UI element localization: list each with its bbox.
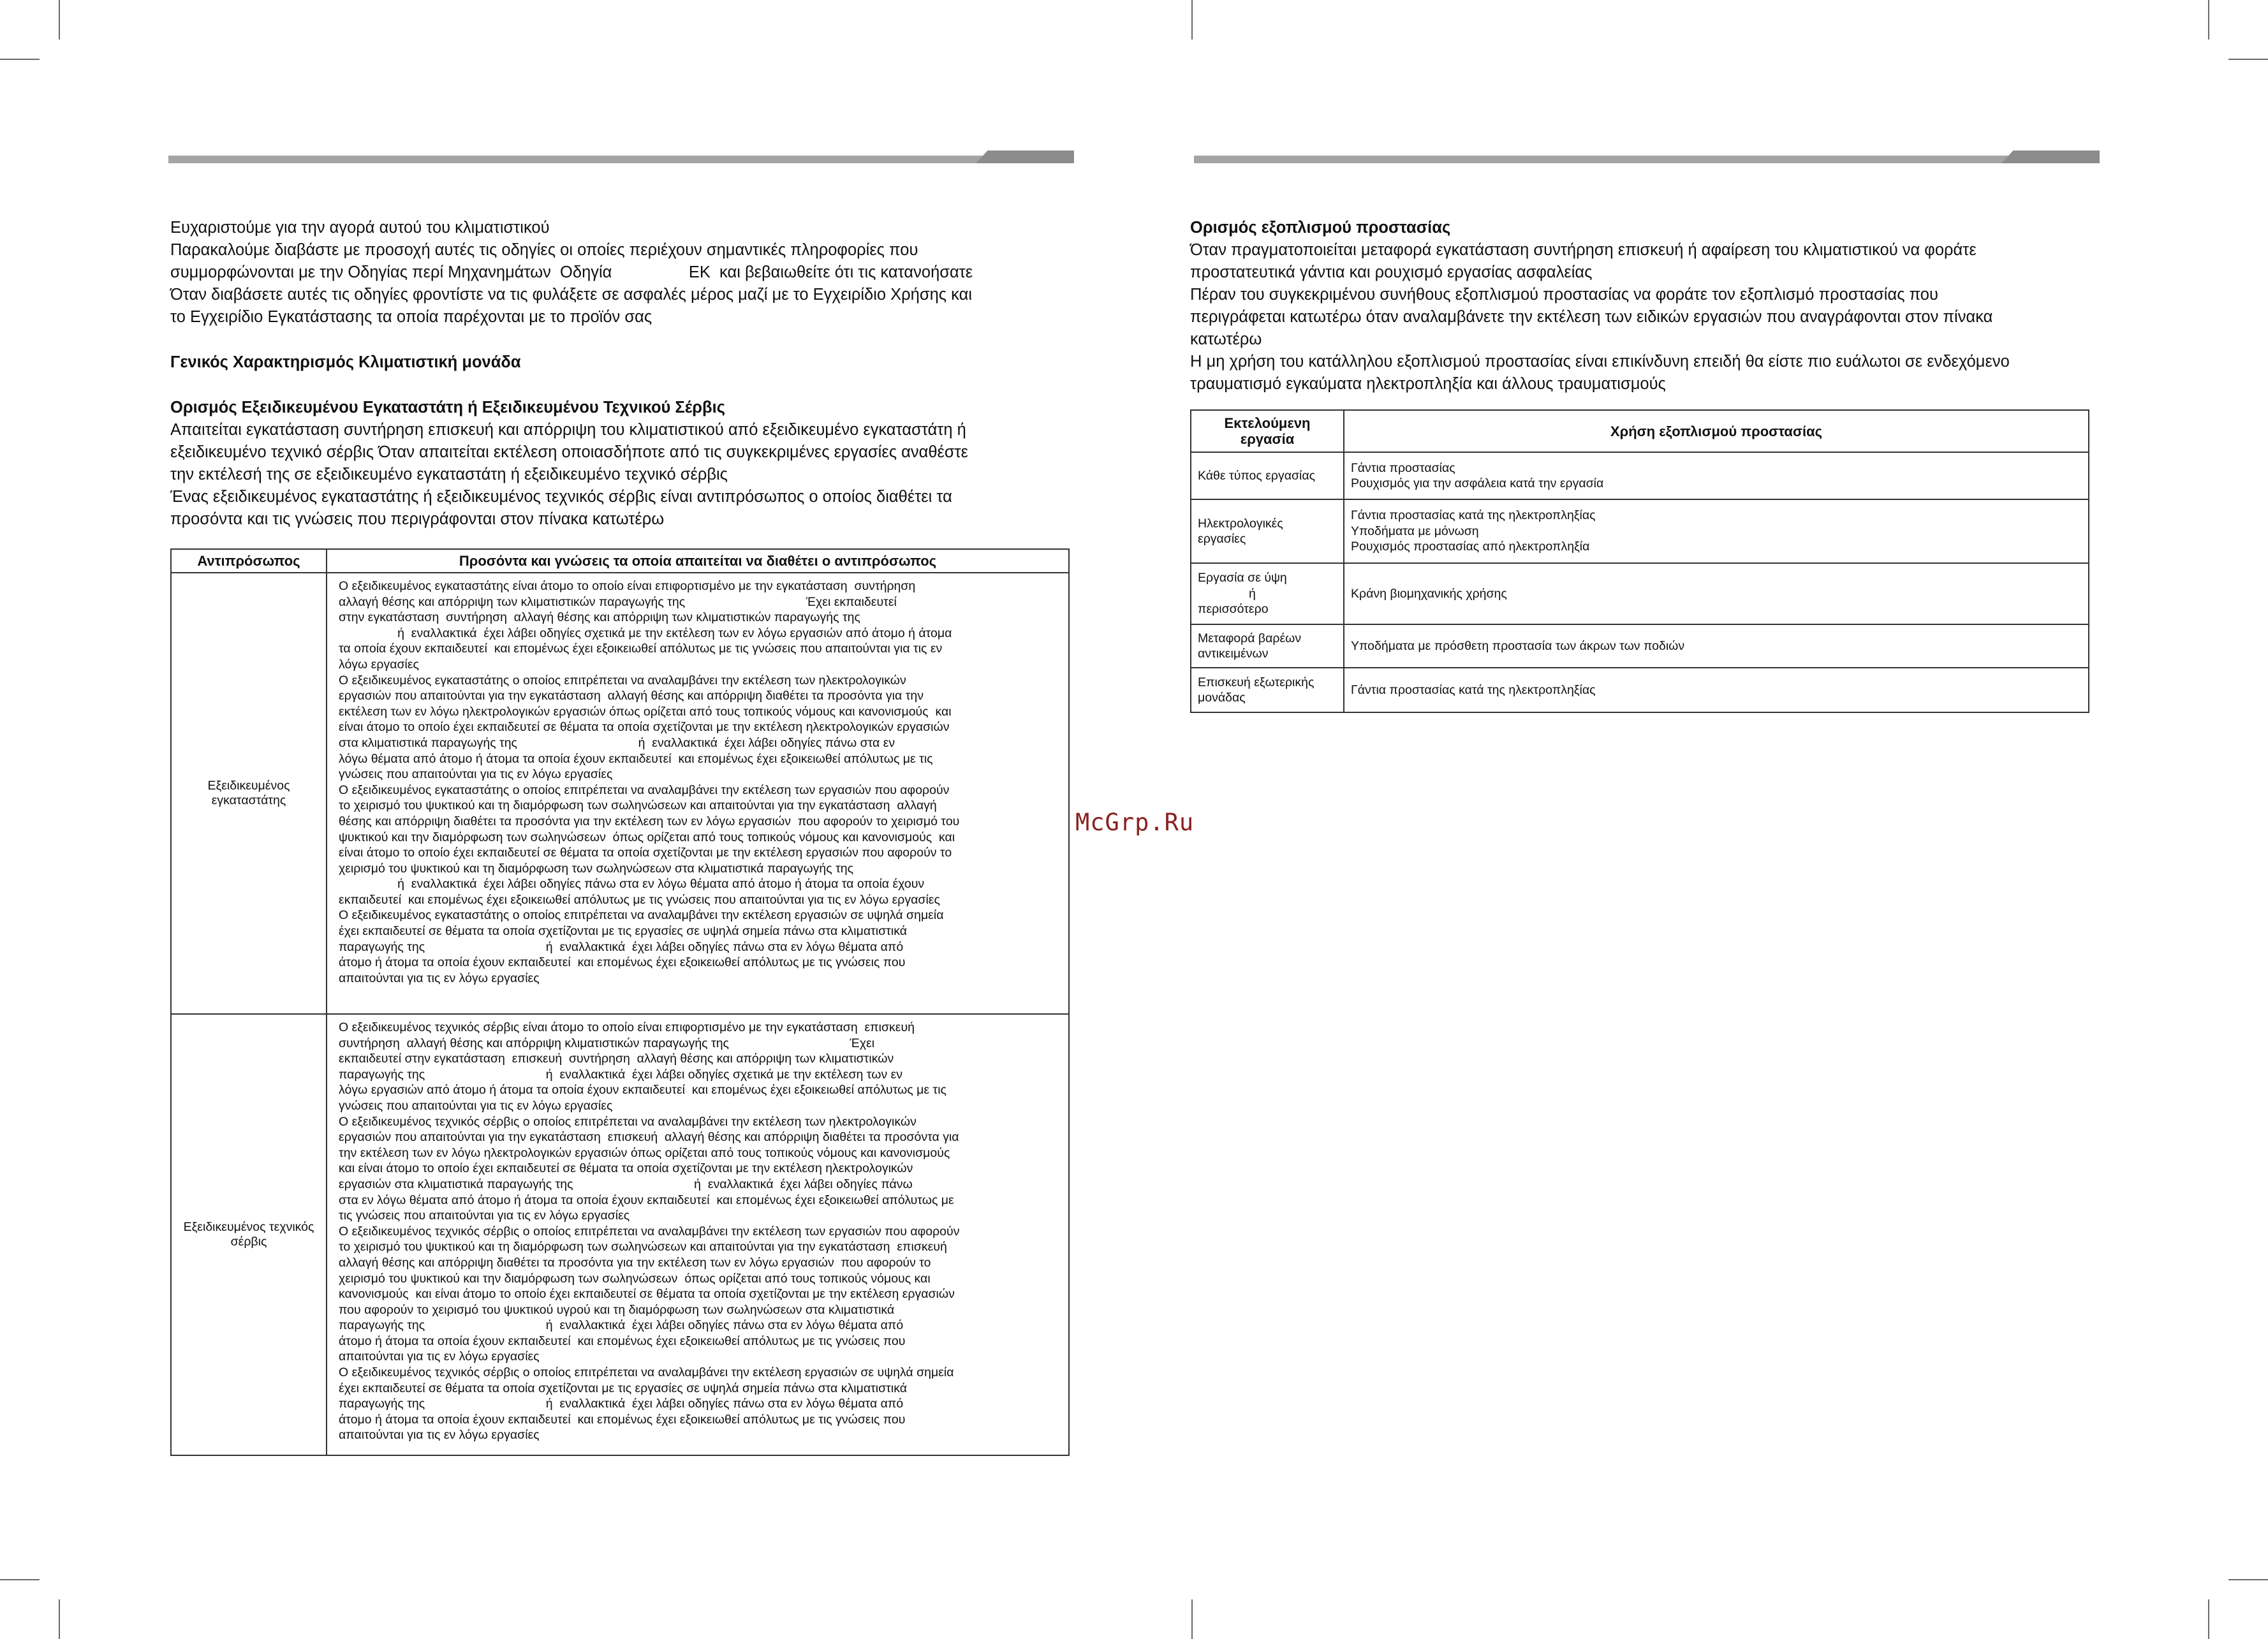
task-line: Επισκευή εξωτερικής [1198,675,1314,689]
description-line: την εκτέλεση των εν λόγω ηλεκτρολογικών εργασιών όπως ορίζεται από τους τοπικούς νόμους και κανονισμούς [339,1145,950,1160]
equipment-cell [1344,668,2089,712]
task-line: μονάδας [1198,691,1246,705]
description-line: εκτέλεση των εν λόγω ηλεκτρολογικών εργασιών όπως ορίζεται από τους τοπικούς νόμους και κανονισμούς και [339,704,952,719]
role-cell [171,1014,327,1455]
description-line: Ο εξειδικευμένος εγκαταστάτης είναι άτομο το οποίο είναι επιφορτισμένο με την εγκατάσταση συντήρηση [339,579,916,593]
description-line: κανονισμούς και είναι άτομο το οποίο έχει εκπαιδευτεί σε θέματα τα οποία σχετίζονται με την εκτέλεση εργασιών [339,1287,955,1302]
description-line: παραγωγής της ή εναλλακτικά έχει λάβει οδηγίες πάνω στα εν λόγω θέματα από [339,939,904,954]
equipment-cell [1344,624,2089,668]
section-heading: Ορισμός εξοπλισμού προστασίας [1190,219,1451,237]
crop-mark [2208,0,2209,40]
text-line: την εκτέλεσή της σε εξειδικευμένο εγκαταστάτη ή εξειδικευμένο τεχνικό σέρβις [170,466,728,483]
description-line: εργασιών που απαιτούνται για την εγκατάσταση επισκευή αλλαγή θέσης και απόρριψη διαθέτει τα προσόντα για [339,1130,959,1145]
crop-mark [0,1579,40,1580]
task-line: Κάθε τύπος εργασίας [1198,468,1316,483]
description-line: Ο εξειδικευμένος εγκαταστάτης ο οποίος επιτρέπεται να αναλαμβάνει την εκτέλεση των ηλεκτρολογικών [339,673,906,687]
description-line: Ο εξειδικευμένος τεχνικός σέρβις είναι άτομο το οποίο είναι επιφορτισμένο με την εγκατάσταση επισκευή [339,1020,915,1034]
text-line: Ένας εξειδικευμένος εγκαταστάτης ή εξειδικευμένος τεχνικός σέρβις είναι αντιπρόσωπος ο οποίος διαθέτει τα [170,488,952,506]
protection-table [1190,409,2089,713]
table-row [171,573,1069,1014]
crop-mark [2228,1579,2268,1580]
equipment-line: Γάντια προστασίας κατά της ηλεκτροπληξίας [1351,682,1596,697]
description-line: Ο εξειδικευμένος τεχνικός σέρβις ο οποίος επιτρέπεται να αναλαμβάνει την εκτέλεση των εργασιών που αφορούν [339,1224,960,1238]
description-line: ή εναλλακτικά έχει λάβει οδηγίες πάνω στα εν λόγω θέματα από άτομο ή άτομα τα οποία έχουν [339,877,925,892]
task-line: Μεταφορά βαρέων [1198,631,1302,645]
text-line: συμμορφώνονται με την Οδηγίας περί Μηχανημάτων Οδηγία ΕΚ και βεβαιωθείτε ότι τις κατανοήσατε [170,263,973,281]
text-line: Παρακαλούμε διαβάστε με προσοχή αυτές τις οδηγίες οι οποίες περιέχουν σημαντικές πληροφορίες που [170,241,918,259]
task-line: αντικειμένων [1198,647,1269,661]
task-line: Ηλεκτρολογικές [1198,516,1283,531]
description-line: χειρισμό του ψυκτικού και την διαμόρφωση των σωληνώσεων όπως ορίζεται από τους τοπικούς νόμους και [339,1271,931,1286]
description-line: τα οποία έχουν εκπαιδευτεί και επομένως έχει εξοικειωθεί απόλυτως με τις γνώσεις που απαιτούνται για τις εν [339,642,943,656]
description-line: είναι άτομο το οποίο έχει εκπαιδευτεί σε θέματα τα οποία σχετίζονται με την εκτέλεση εργασιών που αφορούν το [339,846,952,860]
table-row [171,1014,1069,1455]
description-line: εκπαιδευτεί στην εγκατάσταση επισκευή συντήρηση αλλαγή θέσης και απόρριψη των κλιματιστικών [339,1052,894,1066]
table-row [1191,499,2089,563]
description-line: το χειρισμό του ψυκτικού και τη διαμόρφωση των σωληνώσεων και απαιτούνται για την εγκατάσταση αλλαγή [339,798,937,813]
description-line: Ο εξειδικευμένος εγκαταστάτης ο οποίος επιτρέπεται να αναλαμβάνει την εκτέλεση των εργασιών που αφορούν [339,783,950,797]
description-line: Ο εξειδικευμένος τεχνικός σέρβις ο οποίος επιτρέπεται να αναλαμβάνει την εκτέλεση εργασιών σε υψηλά σημεία [339,1365,954,1380]
description-line: γνώσεις που απαιτούνται για τις εν λόγω εργασίες [339,1098,613,1113]
table-header-cell [1191,410,1344,452]
equipment-cell [1344,452,2089,499]
watermark: McGrp.Ru [1075,809,1195,836]
task-line: εργασίες [1198,532,1246,546]
description-line: έχει εκπαιδευτεί σε θέματα τα οποία σχετίζονται με τις εργασίες σε υψηλά σημεία πάνω στα κλιματιστικά [339,1381,907,1395]
description-line: είναι άτομο το οποίο έχει εκπαιδευτεί σε θέματα τα οποία σχετίζονται με την εκτέλεση ηλεκτρολογικών εργασιών [339,720,950,735]
equipment-line: Ρουχισμός προστασίας από ηλεκτροπληξία [1351,540,1590,554]
section-heading: Γενικός Χαρακτηρισμός Κλιματιστική μονάδα [170,353,521,371]
table-row [1191,624,2089,668]
equipment-line: Υποδήματα με πρόσθετη προστασία των άκρων των ποδιών [1351,638,1685,653]
text-line: Πέραν του συγκεκριμένου συνήθους εξοπλισμού προστασίας να φοράτε τον εξοπλισμό προστασίας που [1190,286,1938,304]
right-page [1190,217,2089,395]
left-header-bar [168,156,1074,163]
task-line: περισσότερο [1198,602,1269,617]
table-header-cell: Προσόντα και γνώσεις τα οποία απαιτείται να διαθέτει ο αντιπρόσωπος [327,549,1069,573]
equipment-line: Γάντια προστασίας [1351,460,1455,475]
role-cell [171,573,327,1014]
equipment-line: Υποδήματα με μόνωση [1351,524,1479,538]
protection-paragraph [1190,239,2089,395]
description-line: εργασιών που απαιτούνται για την εγκατάσταση αλλαγή θέσης και απόρριψη διαθέτει τα προσόντα για την [339,689,924,703]
description-line: έχει εκπαιδευτεί σε θέματα τα οποία σχετίζονται με τις εργασίες σε υψηλά σημεία πάνω στα κλιματιστικά [339,924,907,939]
description-line: άτομο ή άτομα τα οποία έχουν εκπαιδευτεί και επομένως έχει εξοικειωθεί απόλυτως με τις γνώσεις που [339,1334,906,1348]
task-cell [1191,499,1344,563]
description-cell [327,1014,1069,1455]
crop-mark [0,59,40,60]
table-row [1191,563,2089,624]
intro-paragraph [170,217,1070,328]
qualification-table [170,548,1070,1456]
text-line: εξειδικευμένο τεχνικό σέρβις Όταν απαιτείται εκτέλεση οποιασδήποτε από τις συγκεκριμένες εργασίες αναθέστε [170,443,969,461]
table-header-row [171,549,1069,573]
task-line: ή [1249,586,1256,601]
description-line: παραγωγής της ή εναλλακτικά έχει λάβει οδηγίες σχετικά με την εκτέλεση των εν [339,1067,903,1082]
header-line: Εκτελούμενη [1224,415,1311,431]
left-page [170,217,1070,531]
description-line: άτομο ή άτομα τα οποία έχουν εκπαιδευτεί και επομένως έχει εξοικειωθεί απόλυτως με τις γνώσεις που [339,955,906,970]
text-line: τραυματισμό εγκαύματα ηλεκτροπληξία και άλλους τραυματισμούς [1190,375,1666,393]
right-header-bar-accent [2001,151,2100,163]
description-line: στα εν λόγω θέματα από άτομο ή άτομα τα οποία έχουν εκπαιδευτεί και επομένως έχει εξοικειωθεί απόλυτως με [339,1193,954,1207]
description-line: τις γνώσεις που απαιτούνται για τις εν λόγω εργασίες [339,1209,630,1223]
text-line: Απαιτείται εγκατάσταση συντήρηση επισκευή και απόρριψη του κλιματιστικού από εξειδικευμένο εγκαταστάτη ή [170,421,966,439]
description-line: συντήρηση αλλαγή θέσης και απόρριψη κλιματιστικών παραγωγής της Έχει [339,1036,875,1050]
description-line: αλλαγή θέσης και απόρριψη των κλιματιστικών παραγωγής της Έχει εκπαιδευτεί [339,594,897,609]
description-line: άτομο ή άτομα τα οποία έχουν εκπαιδευτεί και επομένως έχει εξοικειωθεί απόλυτως με τις γνώσεις που [339,1412,906,1427]
description-line: παραγωγής της ή εναλλακτικά έχει λάβει οδηγίες πάνω στα εν λόγω θέματα από [339,1318,904,1333]
task-line: Εργασία σε ύψη [1198,571,1287,585]
text-line: το Εγχειρίδιο Εγκατάστασης τα οποία παρέχονται με το προϊόν σας [170,308,652,326]
crop-mark [59,1599,60,1639]
description-line: θέσης και απόρριψη διαθέτει τα προσόντα για την εκτέλεση των εν λόγω εργασιών που αφορούν το χειρισμό του [339,814,960,828]
description-line: παραγωγής της ή εναλλακτικά έχει λάβει οδηγίες πάνω στα εν λόγω θέματα από [339,1397,904,1411]
description-line: λόγω εργασιών από άτομο ή άτομα τα οποία έχουν εκπαιδευτεί και επομένως έχει εξοικειωθεί απόλυτως με τις [339,1083,946,1098]
task-cell [1191,624,1344,668]
table-header-cell: Χρήση εξοπλισμού προστασίας [1344,410,2089,452]
table-header-row [1191,410,2089,452]
description-line: το χειρισμό του ψυκτικού και τη διαμόρφωση των σωληνώσεων και απαιτούνται για την εγκατάσταση επισκευή [339,1240,947,1254]
crop-mark [2208,1599,2209,1639]
header-line: εργασία [1240,431,1295,447]
crop-mark [59,0,60,40]
role-label: Εξειδικευμένος τεχνικός σέρβις [183,1220,314,1249]
table-row [1191,452,2089,499]
description-line: λόγω θέματα από άτομο ή άτομα τα οποία έχουν εκπαιδευτεί και επομένως έχει εξοικειωθεί απόλυτως με τις [339,751,933,766]
role-label: Εξειδικευμένος εγκαταστάτης [207,779,290,807]
crop-mark [1191,0,1193,40]
description-line: απαιτούνται για τις εν λόγω εργασίες [339,1428,540,1443]
table-row [1191,668,2089,712]
description-line: εκπαιδευτεί και επομένως έχει εξοικειωθεί απόλυτως με τις γνώσεις που απαιτούνται για τις εν λόγω εργασίες [339,892,940,907]
description-line: ψυκτικού και την διαμόρφωση των σωληνώσεων όπως ορίζεται από τους τοπικούς νόμους και κανονισμούς και [339,830,955,844]
equipment-line: Κράνη βιομηχανικής χρήσης [1351,586,1507,601]
text-line: Ευχαριστούμε για την αγορά αυτού του κλιματιστικού [170,219,550,237]
description-line: εργασιών στα κλιματιστικά παραγωγής της ή εναλλακτικά έχει λάβει οδηγίες πάνω [339,1177,913,1191]
equipment-line: Ρουχισμός για την ασφάλεια κατά την εργασία [1351,476,1604,490]
text-line: προσόντα και τις γνώσεις που περιγράφονται στον πίνακα κατωτέρω [170,510,665,528]
description-line: αλλαγή θέσης και απόρριψη διαθέτει τα προσόντα για την εκτέλεση των εν λόγω εργασιών που αφορούν το [339,1255,931,1270]
text-line: περιγράφεται κατωτέρω όταν αναλαμβάνετε την εκτέλεση των ειδικών εργασιών που αναγράφονται στον πίνακα [1190,308,1993,326]
text-line: Όταν πραγματοποιείται μεταφορά εγκατάσταση συντήρηση επισκευή ή αφαίρεση του κλιματιστικού να φοράτε [1190,241,1977,259]
equipment-cell [1344,563,2089,624]
text-line: κατωτέρω [1190,330,1262,348]
description-line: που αφορούν το χειρισμό του ψυκτικού υγρού και τη διαμόρφωση των σωληνώσεων στα κλιματιστικά [339,1302,895,1317]
description-line: απαιτούνται για τις εν λόγω εργασίες [339,971,540,985]
description-line: ή εναλλακτικά έχει λάβει οδηγίες σχετικά με την εκτέλεση των εν λόγω εργασιών από άτομο ή άτομα [339,626,952,640]
table-header-cell: Αντιπρόσωπος [171,549,327,573]
crop-mark [2228,59,2268,60]
left-header-bar-accent [976,151,1074,163]
task-cell [1191,563,1344,624]
right-header-bar [1194,156,2100,163]
description-line: χειρισμό του ψυκτικού και τη διαμόρφωση των σωληνώσεων στα κλιματιστικά παραγωγής της [339,861,854,876]
description-line: απαιτούνται για τις εν λόγω εργασίες [339,1349,540,1364]
equipment-line: Γάντια προστασίας κατά της ηλεκτροπληξίας [1351,508,1596,523]
description-line: Ο εξειδικευμένος τεχνικός σέρβις ο οποίος επιτρέπεται να αναλαμβάνει την εκτέλεση των ηλεκτρολογικών [339,1114,917,1129]
section-heading: Ορισμός Εξειδικευμένου Εγκαταστάτη ή Εξειδικευμένου Τεχνικού Σέρβις [170,399,725,416]
text-line: Όταν διαβάσετε αυτές τις οδηγίες φροντίστε να τις φυλάξετε σε ασφαλές μέρος μαζί με το Εγχειρίδιο Χρήσης και [170,286,972,304]
description-line: Ο εξειδικευμένος εγκαταστάτης ο οποίος επιτρέπεται να αναλαμβάνει την εκτέλεση εργασιών σε υψηλά σημεία [339,908,944,923]
qualification-paragraph [170,419,1070,531]
text-line: προστατευτικά γάντια και ρουχισμό εργασίας ασφαλείας [1190,263,1593,281]
description-line: λόγω εργασίες [339,657,419,672]
description-cell [327,573,1069,1014]
description-line: γνώσεις που απαιτούνται για τις εν λόγω εργασίες [339,767,613,782]
task-cell [1191,452,1344,499]
description-line: και είναι άτομο το οποίο έχει εκπαιδευτεί σε θέματα τα οποία σχετίζονται με την εκτέλεση ηλεκτρολογικών [339,1161,913,1176]
crop-mark [1191,1599,1193,1639]
description-line: στην εγκατάσταση συντήρηση αλλαγή θέσης και απόρριψη των κλιματιστικών παραγωγής της [339,610,860,625]
description-line: στα κλιματιστικά παραγωγής της ή εναλλακτικά έχει λάβει οδηγίες πάνω στα εν [339,735,895,750]
text-line: Η μη χρήση του κατάλληλου εξοπλισμού προστασίας είναι επικίνδυνη επειδή θα είστε πιο ευάλωτοι σε ενδεχόμενο [1190,353,2010,371]
task-cell [1191,668,1344,712]
equipment-cell [1344,499,2089,563]
